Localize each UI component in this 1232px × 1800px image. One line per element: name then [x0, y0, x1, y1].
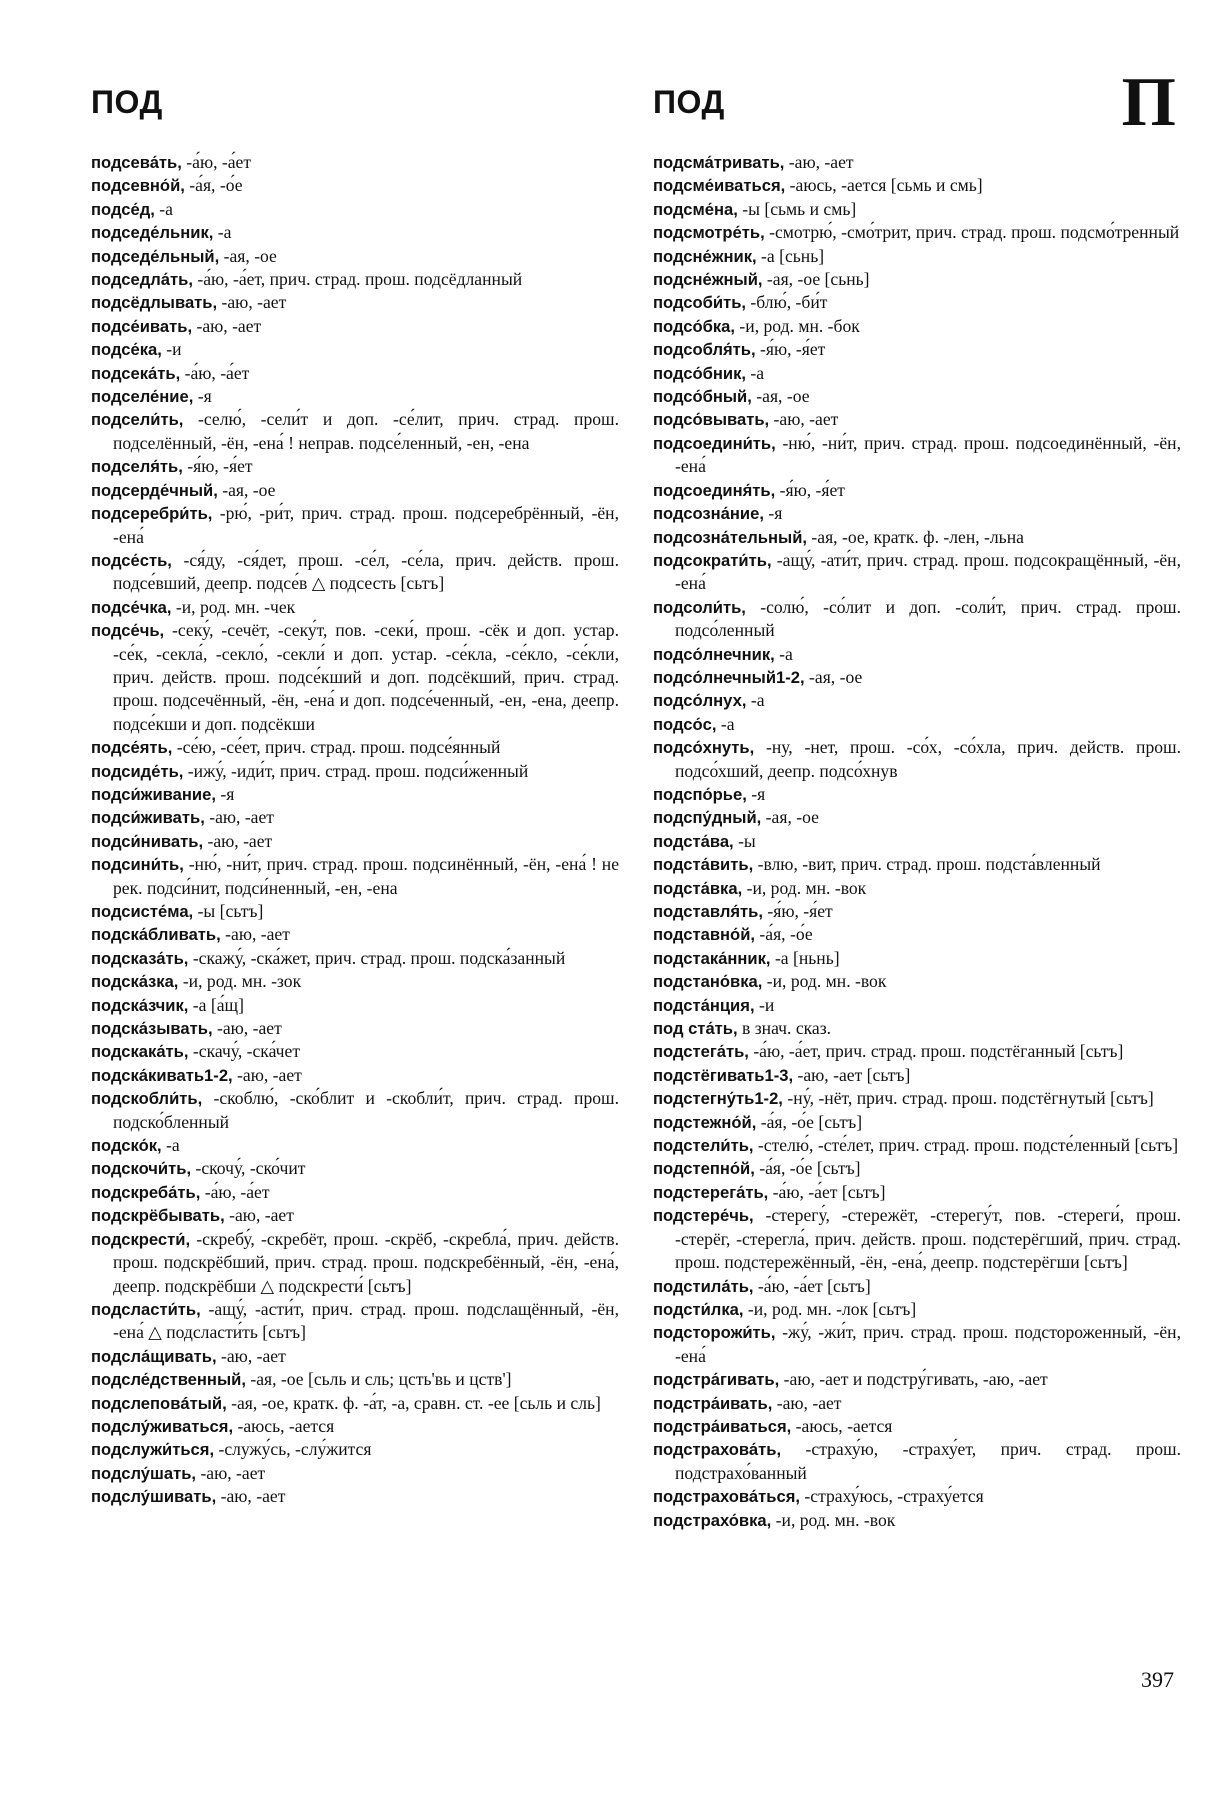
entry-headword: подстрахова́ть,: [653, 1440, 782, 1460]
entry-grammar: -ая, -ое: [217, 479, 276, 500]
entry-grammar: -ащу́, -асти́т, прич. страд. прош. подслащённый, -ён, -ена́ △ подсласти́ть [сьтъ]: [113, 1298, 619, 1343]
dictionary-entry: [91, 1298, 619, 1345]
dictionary-entry: [653, 1321, 1181, 1368]
dictionary-entry: [91, 1181, 619, 1204]
entry-headword: подстра́гивать,: [653, 1370, 780, 1390]
entry-headword: подска́зывать,: [91, 1019, 213, 1039]
entry-headword: подсе́ка,: [91, 340, 162, 360]
entry-grammar: -ню́, -ни́т, прич. страд. прош. подсоединённый, -ён, -ена́: [675, 432, 1181, 477]
entry-grammar: -и, род. мн. -чек: [171, 596, 296, 617]
dictionary-entry: [653, 362, 1181, 385]
entry-headword: подсмотре́ть,: [653, 223, 765, 243]
entry-headword: подсо́с,: [653, 714, 717, 734]
entry-grammar: -а́я, -о́е: [755, 924, 813, 945]
dictionary-entry: [653, 1087, 1181, 1110]
dictionary-entry: [91, 385, 619, 408]
entry-headword: подстрахова́ться,: [653, 1487, 800, 1507]
dictionary-entry: [91, 1345, 619, 1368]
dictionary-entry: [91, 830, 619, 853]
dictionary-entry: [653, 291, 1181, 314]
entry-headword: подскобли́ть,: [91, 1089, 203, 1109]
entry-grammar: -а: [746, 362, 765, 383]
dictionary-entry: [653, 268, 1181, 291]
entry-grammar: -я: [763, 503, 783, 524]
entry-headword: подстере́чь,: [653, 1206, 754, 1226]
entry-headword: подсне́жник,: [653, 246, 757, 266]
dictionary-entry: [91, 338, 619, 361]
entry-grammar: -я́ю, -я́ет: [762, 901, 833, 921]
entry-headword: подслу́живаться,: [91, 1416, 234, 1436]
entry-grammar: -страху́юсь, -страху́ется: [800, 1486, 984, 1507]
entry-headword: подска́зчик,: [91, 995, 189, 1015]
dictionary-entry: [91, 151, 619, 174]
entry-grammar: -ну, -нет, прош. -со́х, -со́хла, прич. действ. прош. подсо́хший, деепр. подсо́хнув: [675, 737, 1181, 781]
entry-headword: подсека́ть,: [91, 363, 181, 383]
dictionary-entry: [653, 643, 1181, 666]
entry-grammar: -а [сьнь]: [756, 245, 825, 266]
entry-headword: подсисте́ма,: [91, 902, 194, 921]
dictionary-entry: [91, 315, 619, 338]
dictionary-entry: [653, 1064, 1181, 1087]
dictionary-entry: [653, 1392, 1181, 1415]
dictionary-entry: [91, 408, 619, 455]
dictionary-entry: [653, 830, 1181, 853]
entry-grammar: -и, род. мн. -вок: [762, 971, 887, 992]
dictionary-entry: [653, 736, 1181, 783]
entry-headword: подсерде́чный,: [91, 480, 218, 500]
entry-headword: подска́кивать1-2,: [91, 1065, 233, 1085]
entry-grammar: -солю́, -со́лит и доп. -соли́т, прич. страд. прош. подсо́ленный: [675, 596, 1181, 641]
entry-headword: подсеребри́ть,: [91, 504, 213, 524]
dictionary-entry: [91, 362, 619, 385]
entry-grammar: -а: [213, 222, 232, 243]
entry-grammar: -ижу́, -иди́т, прич. страд. прош. подси́женный: [183, 760, 529, 781]
entry-grammar: -и, род. мн. -вок: [742, 877, 867, 898]
entry-headword: подсо́лнечник,: [653, 644, 775, 664]
entry-headword: подста́вить,: [653, 855, 754, 875]
entry-grammar: -а́ю, -а́ет: [180, 362, 250, 383]
dictionary-entry: [91, 291, 619, 314]
entry-grammar: -ню́, -ни́т, прич. страд. прош. подсинённый, -ён, -ена́ ! не рек. подси́нит, подси́ненный, -ен, -ена: [113, 854, 619, 898]
entry-grammar: -а́ю, -а́ет: [200, 1181, 270, 1202]
dictionary-entry: [91, 1017, 619, 1040]
entry-headword: подсели́ть,: [91, 410, 184, 430]
entry-grammar: -ая, -ое: [804, 666, 863, 687]
dictionary-entry: [653, 877, 1181, 900]
entry-grammar: -а: [161, 1135, 180, 1156]
dictionary-entry: [653, 713, 1181, 736]
entry-headword: подстрахо́вка,: [653, 1510, 772, 1530]
entry-grammar: -ая, -ое, кратк. ф. -а́т, -а, сравн. ст. -ее [сьль и сль]: [226, 1392, 601, 1413]
entry-headword: подсе́ять,: [91, 738, 173, 758]
entry-grammar: -а́я, -о́е [сьтъ]: [754, 1158, 861, 1179]
dictionary-entry: [91, 1415, 619, 1438]
entry-grammar: -а́ю, -а́ет [сьтъ]: [753, 1275, 871, 1296]
entry-headword: подсозна́тельный,: [653, 527, 808, 547]
dictionary-entry: [91, 900, 619, 923]
entry-grammar: -а́ю, -а́ет, прич. страд. прош. подстёганный [сьтъ]: [748, 1041, 1124, 1062]
dictionary-entry: [653, 923, 1181, 946]
entry-headword: подскреба́ть,: [91, 1182, 201, 1202]
entry-headword: подсо́бник,: [653, 363, 747, 383]
entry-grammar: -я́ю, -я́ет: [755, 339, 826, 360]
entry-grammar: -селю́, -сели́т и доп. -се́лит, прич. страд. прош. подселённый, -ён, -ена́ ! неправ. подсе́ленный, -ен, -ена: [113, 409, 619, 453]
running-head-left: ПОД: [91, 84, 163, 120]
entry-headword: подставля́ть,: [653, 902, 763, 921]
entry-grammar: -я: [215, 783, 235, 804]
entry-headword: подсе́ивать,: [91, 316, 193, 336]
entry-grammar: -аю, -ает: [203, 830, 273, 851]
entry-headword: подсо́вывать,: [653, 410, 770, 430]
entry-grammar: -аюсь, -ается [сьмь и смь]: [785, 175, 983, 196]
dictionary-entry: [653, 526, 1181, 549]
entry-headword: подста́ва,: [653, 831, 734, 851]
entry-grammar: -скоблю́, -ско́блит и -скобли́т, прич. страд. прош. подско́бленный: [113, 1088, 619, 1132]
dictionary-entry: [653, 1438, 1181, 1485]
entry-grammar: -а: [774, 643, 793, 664]
dictionary-entry: [653, 1415, 1181, 1438]
entry-grammar: -се́ю, -се́ет, прич. страд. прош. подсе́янный: [172, 737, 501, 758]
dictionary-entry: [653, 408, 1181, 431]
entry-grammar: -а: [746, 690, 765, 711]
entry-headword: подсозна́ние,: [653, 504, 764, 524]
dictionary-entry: [91, 549, 619, 596]
entry-headword: подсме́на,: [653, 199, 738, 219]
entry-headword: подсократи́ть,: [653, 550, 772, 570]
dictionary-entry: [653, 1157, 1181, 1180]
entry-grammar: -аю, -ает: [196, 1462, 266, 1483]
dictionary-entry: [653, 1298, 1181, 1321]
dictionary-entry: [91, 806, 619, 829]
entry-headword: подсо́хнуть,: [653, 738, 755, 758]
entry-headword: подсо́бный,: [653, 387, 752, 407]
entry-grammar: -а [ньнь]: [770, 947, 840, 968]
entry-grammar: -и, род. мн. -зок: [178, 971, 302, 992]
entry-grammar: -аю, -ает: [216, 1345, 286, 1366]
entry-headword: подска́зка,: [91, 972, 179, 992]
entry-headword: подста́вка,: [653, 878, 743, 898]
entry-grammar: -аюсь, -ается: [791, 1415, 893, 1436]
entry-headword: подстака́нник,: [653, 948, 771, 968]
entry-grammar: -аю, -ает [сьтъ]: [793, 1064, 911, 1085]
dictionary-entry: [91, 596, 619, 619]
dictionary-entry: [91, 760, 619, 783]
entry-headword: подсо́лнух,: [653, 691, 747, 711]
dictionary-entry: [653, 853, 1181, 876]
entry-grammar: -а [а́щ]: [188, 994, 244, 1015]
page-number: 397: [1141, 1667, 1174, 1692]
entry-grammar: -аю, -ает: [772, 1392, 842, 1413]
entry-grammar: -ы [сьтъ]: [193, 901, 264, 921]
entry-headword: подсти́лка,: [653, 1299, 744, 1319]
entry-headword: подска́бливать,: [91, 925, 221, 945]
entry-headword: подсме́иваться,: [653, 176, 786, 196]
dictionary-entry: [653, 1134, 1181, 1157]
entry-headword: подстепно́й,: [653, 1159, 755, 1179]
entry-headword: подседла́ть,: [91, 270, 193, 290]
entry-grammar: -аю, -ает: [204, 807, 274, 828]
entry-headword: подставно́й,: [653, 925, 756, 945]
entry-grammar: -ая, -ое [сьнь]: [762, 269, 870, 290]
entry-grammar: -стелю́, -сте́лет, прич. страд. прош. подсте́ленный [сьтъ]: [753, 1135, 1179, 1156]
entry-headword: подстели́ть,: [653, 1136, 754, 1156]
entry-headword: подсоединя́ть,: [653, 480, 776, 500]
dictionary-entry: [91, 1204, 619, 1227]
entry-grammar: -скребу́, -скребёт, прош. -скрёб, -скребла́, прич. действ. прош. подскрёбший, прич. страд. прош. подскребённый, -ён, -ена́, деепр. подскрёбши △ подскрести́ [сьтъ]: [113, 1228, 619, 1296]
dictionary-entry: [91, 1040, 619, 1063]
right-column: [653, 151, 1181, 1532]
dictionary-entry: [653, 806, 1181, 829]
dictionary-entry: [653, 502, 1181, 525]
entry-grammar: -скачу́, -ска́чет: [188, 1041, 301, 1062]
entry-grammar: -стерегу́, -стережёт, -стерегу́т, пов. -стереги́, прош. -стерёг, -стерегла́, прич. действ. прош. подстерёгший, прич. страд. прош. подстережённый, -ён, -ена́, деепр. подстерёгши [сьтъ]: [675, 1205, 1181, 1273]
entry-grammar: -секу́, -сечёт, -секу́т, пов. -секи́, прош. -сёк и доп. устар. -се́к, -секла́, -секло́, -секли́ и доп. устар. -се́кла, -се́кло, -се́кли, прич. действ. прош. подсе́кший и доп. подсёкший, прич. страд. прош. подсечённый, -ён, -ена́ и доп. подсе́ченный, -ен, -ена, деепр. подсе́кши и доп. подсёкши: [113, 620, 619, 734]
entry-headword: подсе́сть,: [91, 550, 172, 570]
dictionary-entry: [91, 619, 619, 736]
entry-headword: подстерега́ть,: [653, 1182, 769, 1202]
entry-grammar: -а: [154, 198, 173, 219]
entry-headword: подсма́тривать,: [653, 153, 785, 172]
entry-grammar: -ая, -ое, кратк. ф. -лен, -льна: [807, 526, 1024, 547]
entry-headword: подсобля́ть,: [653, 340, 756, 360]
entry-grammar: -аю, -ает: [224, 1205, 294, 1226]
entry-headword: подсоби́ть,: [653, 293, 747, 313]
dictionary-entry: [91, 502, 619, 549]
entry-grammar: -а́ю, -а́ет [сьтъ]: [768, 1181, 886, 1202]
dictionary-entry: [653, 1204, 1181, 1274]
entry-headword: подслу́шать,: [91, 1463, 197, 1483]
entry-headword: подсёдлывать,: [91, 293, 218, 313]
entry-headword: подстегну́ть1-2,: [653, 1089, 783, 1109]
entry-grammar: в знач. сказ.: [737, 1018, 832, 1039]
entry-grammar: -аю, -ает и подстру́гивать, -аю, -ает: [779, 1369, 1048, 1390]
entry-headword: подсла́щивать,: [91, 1346, 217, 1366]
dictionary-entry: [91, 1368, 619, 1391]
entry-grammar: -блю́, -би́т: [746, 292, 828, 313]
entry-grammar: -страху́ю, -страху́ет, прич. страд. прош. подстрахо́ванный: [675, 1439, 1181, 1483]
dictionary-entry: [91, 970, 619, 993]
dictionary-entry: [653, 970, 1181, 993]
entry-headword: подскака́ть,: [91, 1042, 189, 1062]
dictionary-entry: [653, 1485, 1181, 1508]
entry-grammar: -а́ю, -а́ет: [181, 152, 252, 172]
dictionary-entry: [91, 221, 619, 244]
entry-headword: подслу́шивать,: [91, 1487, 217, 1507]
entry-headword: подсе́д,: [91, 199, 155, 219]
dictionary-entry: [653, 1509, 1181, 1532]
entry-headword: подселе́ние,: [91, 387, 194, 407]
entry-headword: подстра́ивать,: [653, 1393, 773, 1413]
entry-headword: подсоли́ть,: [653, 597, 746, 617]
entry-grammar: -а́я, -о́е [сьтъ]: [756, 1111, 863, 1132]
entry-grammar: -а́я, -о́е: [184, 175, 243, 196]
entry-grammar: -ы: [733, 830, 756, 851]
entry-grammar: -рю́, -ри́т, прич. страд. прош. подсеребрённый, -ён, -ена́: [113, 503, 619, 547]
entry-grammar: -служу́сь, -слу́жится: [214, 1439, 372, 1460]
entry-headword: подскрести́,: [91, 1229, 191, 1249]
dictionary-entry: [653, 1111, 1181, 1134]
entry-headword: подспо́рье,: [653, 784, 747, 804]
entry-grammar: -аю, -ает: [217, 292, 287, 313]
entry-grammar: -аю, -ает: [192, 315, 262, 336]
entry-headword: подсказа́ть,: [91, 948, 189, 968]
entry-headword: подсне́жный,: [653, 270, 763, 290]
entry-headword: подспу́дный,: [653, 808, 762, 828]
entry-grammar: -аю, -ает: [220, 924, 290, 945]
dictionary-entry: [653, 432, 1181, 479]
entry-headword: подседе́льный,: [91, 246, 220, 266]
entry-headword: под ста́ть,: [653, 1019, 738, 1039]
dictionary-entry: [91, 1087, 619, 1134]
dictionary-entry: [91, 1438, 619, 1461]
entry-headword: подслужи́ться,: [91, 1440, 215, 1460]
dictionary-entry: [653, 174, 1181, 197]
entry-grammar: -я: [746, 783, 766, 804]
entry-grammar: -скочу́, -ско́чит: [191, 1158, 306, 1179]
entry-headword: подсоедини́ть,: [653, 433, 776, 453]
entry-grammar: -аю, -ает: [212, 1018, 282, 1039]
dictionary-entry: [91, 1134, 619, 1157]
entry-grammar: -влю, -вит, прич. страд. прош. подста́вленный: [753, 854, 1101, 875]
entry-grammar: -аю, -ает: [769, 409, 839, 430]
dictionary-entry: [653, 479, 1181, 502]
entry-grammar: -смотрю́, -смо́трит, прич. страд. прош. подсмо́тренный: [764, 222, 1180, 243]
dictionary-entry: [653, 151, 1181, 174]
dictionary-entry: [653, 947, 1181, 970]
entry-grammar: -жу́, -жи́т, прич. страд. прош. подстороженный, -ён, -ена́: [675, 1322, 1181, 1366]
entry-headword: подстёгивать1-3,: [653, 1065, 794, 1085]
dictionary-entry: [653, 1368, 1181, 1391]
dictionary-entry: [91, 947, 619, 970]
dictionary-entry: [653, 1181, 1181, 1204]
entry-headword: подсе́чь,: [91, 621, 165, 641]
entry-grammar: -я́ю, -я́ет: [775, 479, 845, 500]
entry-grammar: -и: [161, 339, 182, 360]
entry-grammar: -аю, -ает: [232, 1064, 302, 1085]
dictionary-entry: [653, 1275, 1181, 1298]
entry-headword: подскочи́ть,: [91, 1159, 192, 1179]
dictionary-entry: [653, 689, 1181, 712]
entry-headword: подстра́иваться,: [653, 1416, 792, 1436]
entry-headword: подсо́бка,: [653, 316, 736, 336]
entry-headword: подсе́чка,: [91, 597, 172, 617]
entry-grammar: -и, род. мн. -бок: [735, 315, 860, 336]
dictionary-entry: [91, 1462, 619, 1485]
entry-grammar: -аю, -ает: [784, 152, 854, 172]
dictionary-entry: [653, 783, 1181, 806]
entry-grammar: -аюсь, -ается: [233, 1415, 335, 1436]
entry-headword: подси́нивать,: [91, 831, 204, 851]
dictionary-entry: [91, 268, 619, 291]
entry-grammar: -я́ю, -я́ет: [182, 456, 253, 477]
entry-grammar: -ну́, -нёт, прич. страд. прош. подстёгнутый [сьтъ]: [782, 1088, 1154, 1109]
dictionary-entry: [653, 1040, 1181, 1063]
dictionary-entry: [91, 923, 619, 946]
dictionary-entry: [91, 1064, 619, 1087]
entry-headword: подсо́лнечный1-2,: [653, 667, 805, 687]
entry-headword: подси́живать,: [91, 808, 205, 828]
entry-grammar: -ая, -ое [сьль и сль; цсть'вь и цств']: [245, 1369, 512, 1390]
dictionary-entry: [653, 338, 1181, 361]
entry-grammar: -а́ю, -а́ет, прич. страд. прош. подсёдланный: [192, 269, 523, 290]
dictionary-entry: [653, 385, 1181, 408]
entry-headword: подскрёбывать,: [91, 1206, 225, 1226]
entry-headword: подсевно́й,: [91, 176, 185, 196]
entry-grammar: -и, род. мн. -вок: [771, 1509, 896, 1530]
dictionary-entry: [91, 1157, 619, 1180]
running-head-right: ПОД: [653, 84, 725, 120]
entry-grammar: -и: [754, 994, 775, 1015]
dictionary-entry: [653, 994, 1181, 1017]
entry-grammar: -ы [сьмь и смь]: [737, 198, 857, 219]
dictionary-entry: [91, 455, 619, 478]
dictionary-entry: [91, 783, 619, 806]
dictionary-entry: [653, 900, 1181, 923]
entry-grammar: -ая, -ое: [219, 245, 277, 266]
entry-headword: подсева́ть,: [91, 153, 182, 172]
entry-headword: подслеповáтый,: [91, 1393, 227, 1413]
dictionary-entry: [653, 666, 1181, 689]
entry-headword: подселя́ть,: [91, 457, 183, 477]
entry-headword: подсини́ть,: [91, 855, 184, 875]
left-column: [91, 151, 619, 1509]
section-letter: П: [1121, 64, 1176, 141]
entry-headword: подседе́льник,: [91, 223, 214, 243]
dictionary-entry: [653, 198, 1181, 221]
dictionary-entry: [653, 1017, 1181, 1040]
dictionary-entry: [653, 315, 1181, 338]
entry-headword: подста́нция,: [653, 995, 755, 1015]
entry-grammar: -я: [193, 386, 212, 407]
dictionary-entry: [653, 245, 1181, 268]
dictionary-entry: [91, 245, 619, 268]
entry-headword: подсиде́ть,: [91, 761, 184, 781]
entry-grammar: -ащу́, -ати́т, прич. страд. прош. подсокращённый, -ён, -ена́: [675, 549, 1181, 594]
dictionary-entry: [91, 853, 619, 900]
entry-headword: подстано́вка,: [653, 972, 763, 992]
entry-headword: подси́живание,: [91, 784, 216, 804]
dictionary-entry: [653, 596, 1181, 643]
entry-headword: подсле́дственный,: [91, 1370, 246, 1390]
entry-headword: подсласти́ть,: [91, 1299, 201, 1319]
entry-headword: подстила́ть,: [653, 1276, 754, 1296]
dictionary-entry: [91, 1392, 619, 1415]
entry-grammar: -и, род. мн. -лок [сьтъ]: [743, 1298, 917, 1319]
entry-grammar: -скажу́, -ска́жет, прич. страд. прош. подска́занный: [188, 947, 566, 968]
dictionary-entry: [91, 736, 619, 759]
dictionary-entry: [91, 1228, 619, 1298]
entry-grammar: -ся́ду, -ся́дет, прош. -се́л, -се́ла, прич. действ. прош. подсе́вший, деепр. подсе́в △ подсесть [сьтъ]: [113, 549, 619, 594]
entry-headword: подсторожи́ть,: [653, 1323, 776, 1343]
dictionary-entry: [91, 479, 619, 502]
entry-grammar: -а: [716, 713, 735, 734]
dictionary-entry: [91, 198, 619, 221]
dictionary-entry: [91, 994, 619, 1017]
entry-headword: подстежно́й,: [653, 1112, 757, 1132]
dictionary-entry: [653, 549, 1181, 596]
entry-grammar: -ая, -ое: [761, 807, 819, 828]
dictionary-entry: [653, 221, 1181, 244]
dictionary-entry: [91, 174, 619, 197]
entry-grammar: -аю, -ает: [216, 1486, 286, 1507]
entry-headword: подско́к,: [91, 1136, 162, 1156]
entry-headword: подстега́ть,: [653, 1042, 749, 1062]
dictionary-entry: [91, 1485, 619, 1508]
entry-grammar: -ая, -ое: [751, 386, 810, 407]
